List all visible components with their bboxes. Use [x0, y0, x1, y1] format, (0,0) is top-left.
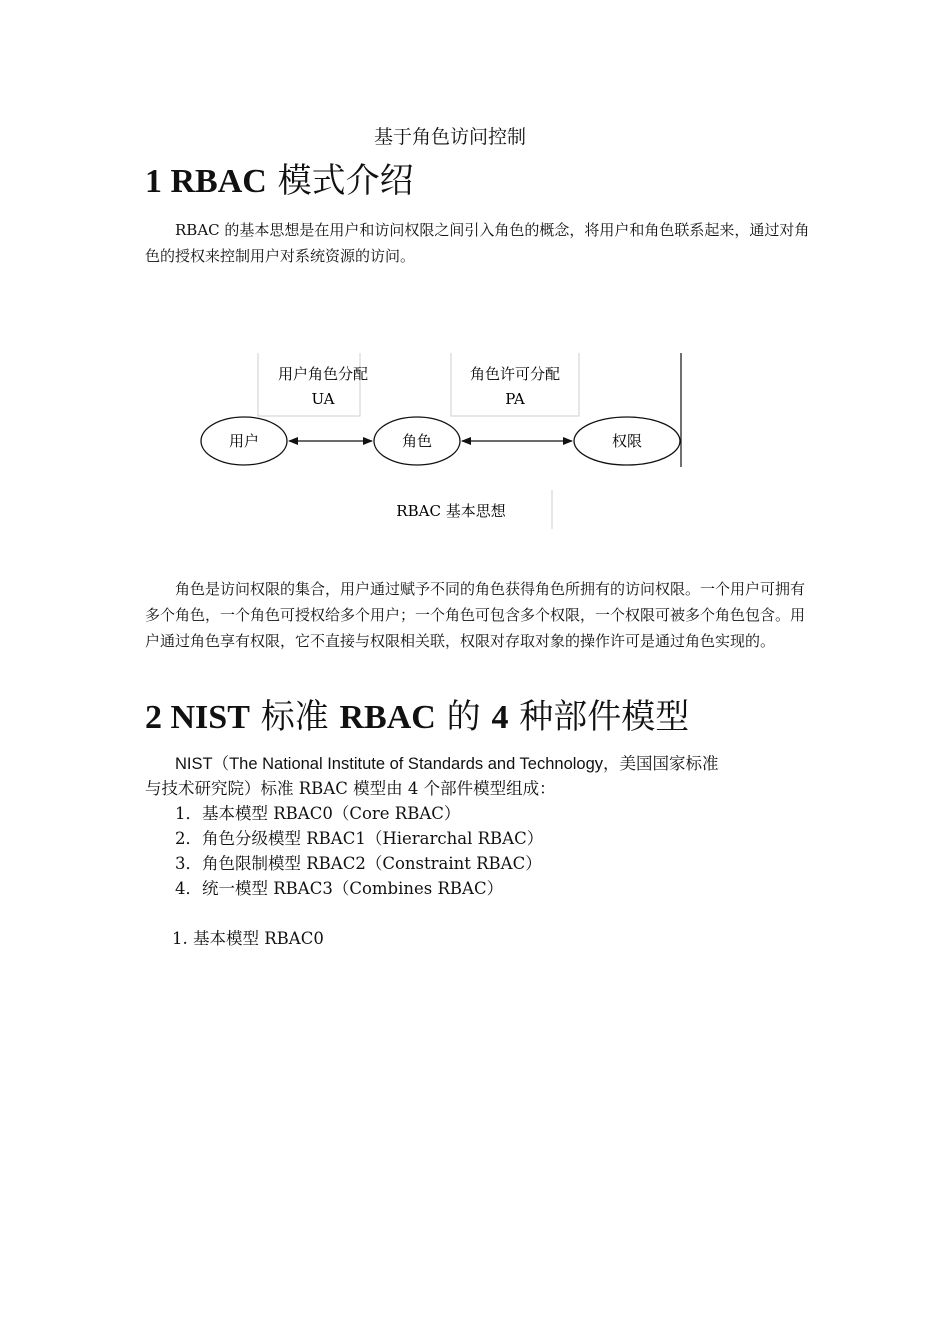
section1-paragraph-2: 角色是访问权限的集合，用户通过赋予不同的角色获得角色所拥有的访问权限。一个用户可拥有多个角色，一个角色可授权给多个用户；一个角色可包含多个权限，一个权限可被多个角色包含。用户通过角色享有权限，它不直接与权限相关联，权限对存取对象的操作许可是通过角色实现的。: [145, 580, 806, 650]
section2-intro-line2: 与技术研究院）标准 RBAC 模型由 4 个部件模型组成：: [145, 779, 556, 798]
section2-heading-tail: 种部件模型: [519, 697, 690, 737]
pa-label-line2: PA: [505, 390, 525, 408]
ua-label-line1: 用户角色分配: [277, 365, 369, 383]
section1-paragraph-1: RBAC 的基本思想是在用户和访问权限之间引入角色的概念，将用户和角色联系起来，通过对角色的授权来控制用户对系统资源的访问。: [145, 221, 810, 265]
user-node-label: 用户: [228, 432, 260, 450]
diagram-caption: RBAC 基本思想: [396, 502, 506, 520]
section1-heading-text: 模式介绍: [277, 161, 414, 201]
ua-label-line2: UA: [311, 390, 335, 408]
section2-intro-line1: NIST（The National Institute of Standards and Technology，美国国家标准: [175, 755, 719, 773]
rbac-diagram: [190, 345, 700, 540]
list-item: 2．角色分级模型 RBAC1（Hierarchal RBAC）: [175, 829, 544, 848]
section2-heading-standard: 标准: [260, 697, 329, 737]
section2-heading-number: 2 NIST: [145, 699, 250, 736]
section2-heading-four: 4: [491, 699, 509, 736]
section2-heading-de: 的: [446, 697, 481, 737]
section1-heading-number: 1 RBAC: [145, 163, 267, 200]
ua-box: [258, 353, 360, 416]
section2-heading-rbac: RBAC: [339, 699, 436, 736]
subsection-heading: 1. 基本模型 RBAC0: [172, 929, 324, 948]
role-node-label: 角色: [401, 432, 433, 450]
list-item: 1．基本模型 RBAC0（Core RBAC）: [175, 804, 461, 823]
section2-heading: [145, 689, 689, 738]
list-item: 3．角色限制模型 RBAC2（Constraint RBAC）: [175, 854, 542, 873]
list-item: 4．统一模型 RBAC3（Combines RBAC）: [175, 879, 504, 898]
document-title: 基于角色访问控制: [373, 126, 526, 148]
pa-label-line1: 角色许可分配: [469, 365, 561, 383]
permission-node-label: 权限: [611, 432, 643, 450]
section1-heading: [145, 153, 414, 202]
